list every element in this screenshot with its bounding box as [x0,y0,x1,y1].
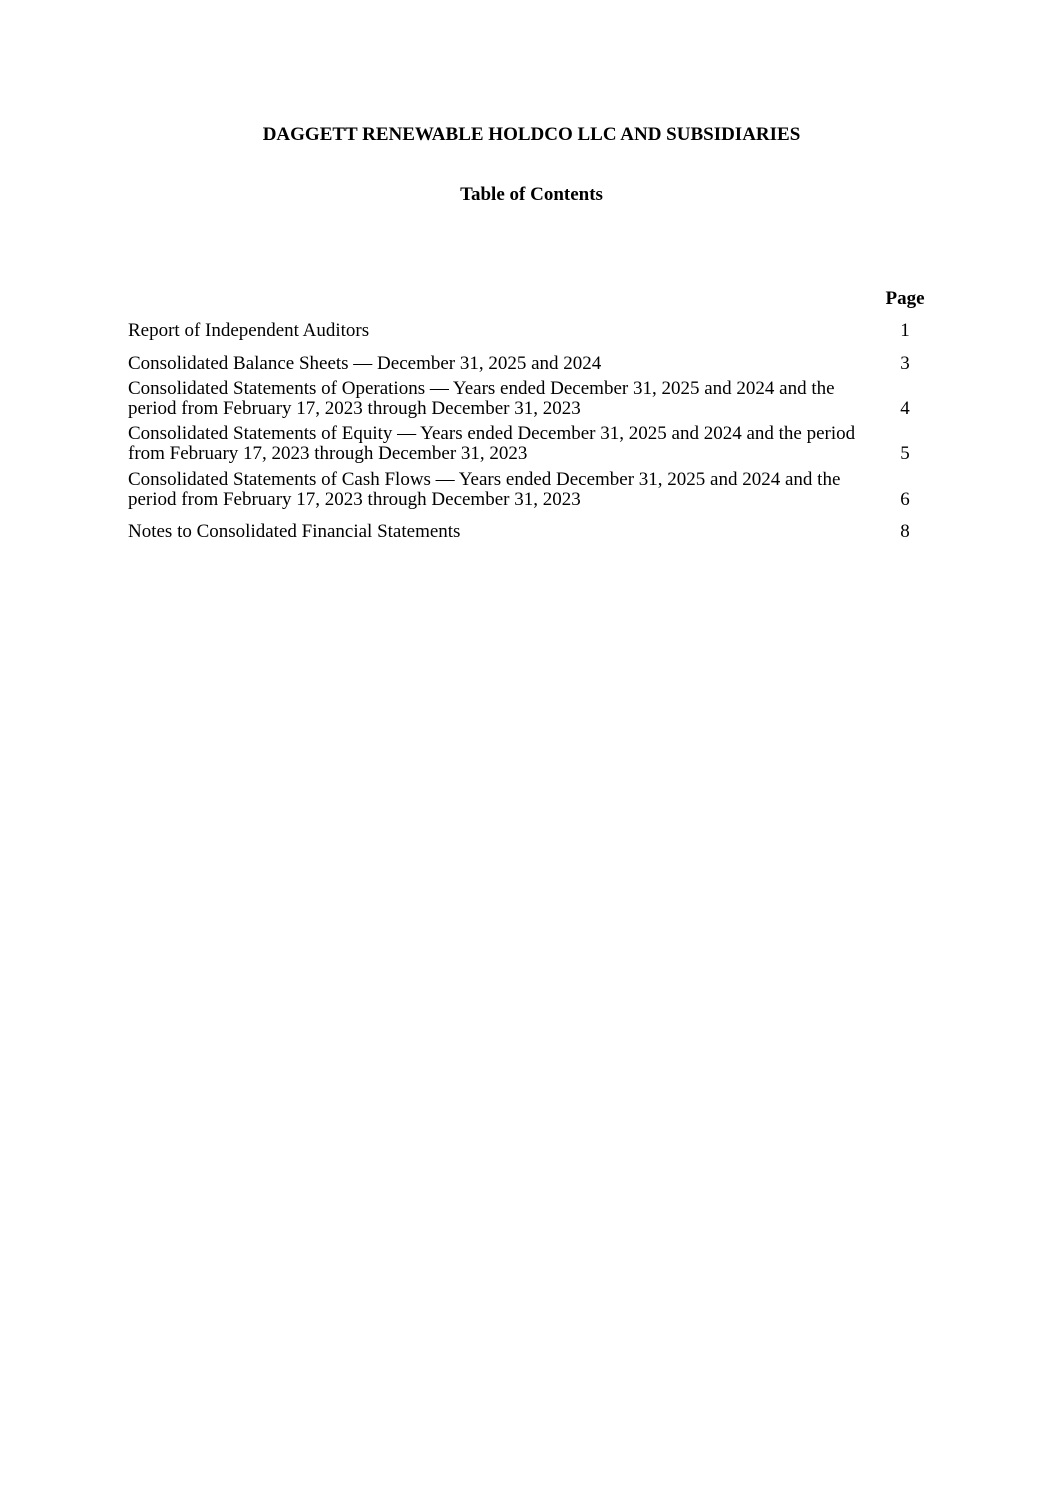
toc-entry-label: Notes to Consolidated Financial Statements [128,521,461,542]
toc-entry-report-of-independent-auditors [128,321,935,341]
toc-header-row [128,289,935,309]
toc-entry-page-number: 6 [900,489,910,510]
toc-entry-page-number: 3 [900,353,910,374]
toc-entry-label: Consolidated Balance Sheets — December 31, 2025 and 2024 [128,353,602,374]
toc-entry-notes-to-consolidated-financial-statements [128,522,935,542]
document-title: DAGGETT RENEWABLE HOLDCO LLC AND SUBSIDIARIES [262,124,801,145]
toc-entry-consolidated-statements-of-operations [128,379,935,419]
toc-entry-consolidated-statements-of-equity [128,424,935,464]
toc-entry-label: Consolidated Statements of Cash Flows — Years ended December 31, 2025 and 2024 and the period from February 17, 2023 through December 31, 2023 [128,469,841,510]
toc-entry-label: Consolidated Statements of Equity — Years ended December 31, 2025 and 2024 and the period from February 17, 2023 through December 31, 2023 [128,423,856,464]
toc-entry-consolidated-balance-sheets [128,354,935,374]
toc-entry-page-number: 8 [900,521,910,542]
toc-entry-page-number: 5 [900,443,910,464]
toc-entry-consolidated-statements-of-cash-flows [128,470,935,510]
toc-entry-page-number: 1 [900,320,910,341]
toc-entry-label: Consolidated Statements of Operations — Years ended December 31, 2025 and 2024 and the period from February 17, 2023 through December 31, 2023 [128,378,835,419]
document-page [0,125,1055,1490]
table-of-contents-heading: Table of Contents [460,184,603,205]
toc-entry-page-number: 4 [900,398,910,419]
page-column-header: Page [885,288,925,309]
toc-entry-label: Report of Independent Auditors [128,320,370,341]
